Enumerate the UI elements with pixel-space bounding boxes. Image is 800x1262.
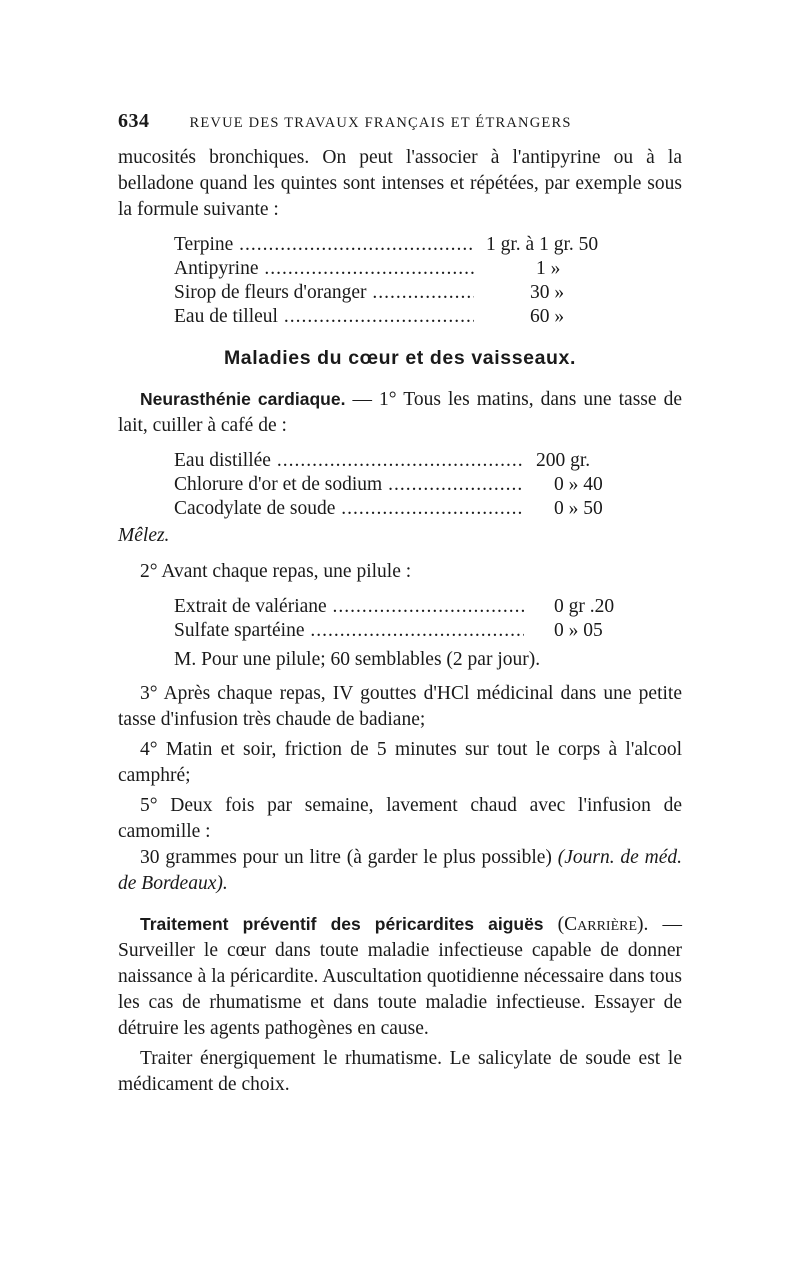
pill-note: M. Pour une pilule; 60 semblables (2 par jour). <box>174 649 541 670</box>
melez-note: Mêlez. <box>118 525 170 546</box>
neurasthenie-paragraph: Neurasthénie cardiaque. — 1° Tous les matins, dans une tasse de lait, cuiller à café de : <box>118 389 682 436</box>
formula-pilule <box>174 595 644 643</box>
formula-line: Extrait de valériane ..... 0 gr .20 <box>174 595 644 619</box>
formula-line: Eau de tilleul ..... 60 » <box>174 305 634 329</box>
page <box>118 110 682 1098</box>
step-2: 2° Avant chaque repas, une pilule : <box>140 561 412 582</box>
formula-line: Cacodylate de soude ..... 0 » 50 <box>174 497 644 521</box>
formula-line: Eau distillée ..... 200 gr. <box>174 449 644 473</box>
section-title: Maladies du cœur et des vaisseaux. <box>223 347 577 369</box>
step-5-dose: 30 grammes pour un litre (à garder le plus possible) (Journ. de méd. de Bordeaux). <box>118 847 682 894</box>
formula-terpine <box>174 233 634 329</box>
closing-paragraph: Traiter énergiquement le rhumatisme. Le salicylate de soude est le médicament de choix. <box>118 1048 682 1095</box>
author-name: (Carrière). <box>557 914 649 935</box>
step-3: 3° Après chaque repas, IV gouttes d'HCl médicinal dans une petite tasse d'infusion très chaude de badiane; <box>118 683 682 730</box>
formula-cardiaque <box>174 449 644 521</box>
formula-line: Sirop de fleurs d'oranger ..... 30 » <box>174 281 634 305</box>
running-title: REVUE DES TRAVAUX FRANÇAIS ET ÉTRANGERS <box>189 115 572 131</box>
formula-line: Antipyrine ..... 1 » <box>174 257 634 281</box>
traitement-heading: Traitement préventif des péricardites aiguës <box>140 914 544 934</box>
intro-paragraph: mucosités bronchiques. On peut l'associer à l'antipyrine ou à la belladone quand les quintes sont intenses et répétées, par exemple sous la formule suivante : <box>118 147 682 220</box>
step-4: 4° Matin et soir, friction de 5 minutes sur tout le corps à l'alcool camphré; <box>118 739 682 786</box>
journal-reference: (Journ. de méd. de Bordeaux). <box>118 847 682 894</box>
formula-line: Terpine ..... 1 gr. à 1 gr. 50 <box>174 233 634 257</box>
running-header <box>118 110 682 133</box>
formula-line: Chlorure d'or et de sodium ..... 0 » 40 <box>174 473 644 497</box>
traitement-paragraph: Traitement préventif des péricardites aiguës (Carrière). — Surveiller le cœur dans toute maladie infectieuse capable de donner naissance à la péricardite. Auscultation quotidienne nécessaire dans tous les cas de rhumatisme et dans toute maladie infectieuse. Essayer de détruire les agents pathogènes en cause. <box>118 914 682 1039</box>
step-5: 5° Deux fois par semaine, lavement chaud avec l'infusion de camomille : <box>118 795 682 842</box>
page-number: 634 <box>118 110 150 132</box>
neurasthenie-heading: Neurasthénie cardiaque. <box>140 389 346 409</box>
formula-line: Sulfate spartéine ..... 0 » 05 <box>174 619 644 643</box>
